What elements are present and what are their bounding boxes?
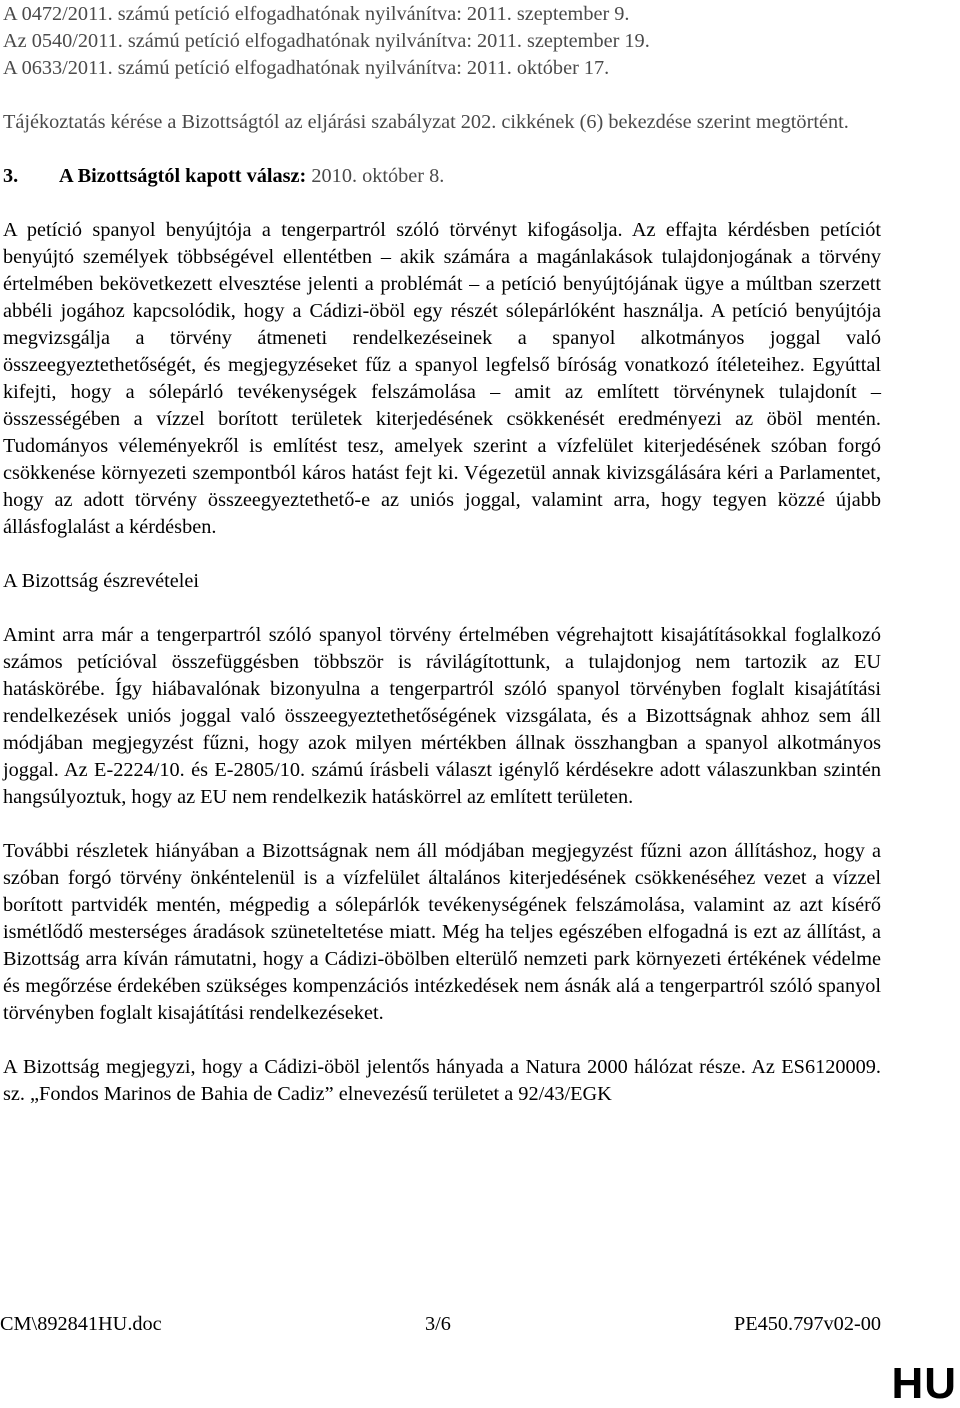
further-details-paragraph: További részletek hiányában a Bizottságnak nem áll módjában megjegyzést fűzni azon állításhoz, hogy a szóban forgó törvény önkéntelenül is a vízfelület általános kiterjedésének csökkenéséhez vezet a vízzel borított partvidék mentén, mégpedig a sólepárlók tevékenységének felszámolása, valamint az azt kísérő ismétlődő mesterséges áradások szüneteltetése miatt. Még ha teljes egészében elfogadná is ezt az állítást, a Bizottság arra kíván rámutatni, hogy a Cádizi-öbölben elterülő nemzeti park környezeti értékének védelme és megőrzése érdekében szükséges kompenzációs intézkedések nem ásnák alá a tengerpartról szóló spanyol törvényben foglalt kisajátítási rendelkezéseket. <box>3 840 881 1024</box>
admissibility-line-3: A 0633/2011. számú petíció elfogadhatónak nyilvánítva: 2011. október 17. <box>3 57 610 79</box>
document-reference: CM\892841HU.doc <box>0 1313 162 1335</box>
page-number: 3/6 <box>425 1313 451 1335</box>
petition-summary-paragraph: A petíció spanyol benyújtója a tengerpartról szóló törvényt kifogásolja. Az effajta kérdésben petíciót benyújtó személyek többségével ellentétben – akik számára a magánlakások tulajdonjogának a törvény értelmében bekövetkezett elvesztése jelenti a problémát – a petíció benyújtójának ügye a múltban szerzett abbéli jogához kapcsolódik, hogy a Cádizi-öböl egy részét sólepárlóként használja. A petíció benyújtója megvizsgálja a törvény átmeneti rendelkezéseinek a spanyol alkotmányos joggal való összeegyeztethetőségét, és megjegyzéseket fűz a spanyol legfelső bíróság vonatkozó ítéleteihez. Egyúttal kifejti, hogy a sólepárló tevékenységek felszámolása – amit az említett törvénynek tulajdonít – összességében a vízzel borított területek kiterjedésének csökkenését eredményezi az öböl mentén. Tudományos véleményekről is említést tesz, amelyek szerint a vízfelület kiterjedésének szóban forgó csökkenése környezeti szempontból káros hatást fejt ki. Végezetül annak kivizsgálására kéri a Parlamentet, hogy az adott törvény összeegyeztethető-e az uniós joggal, valamint arra, hogy tegyen közzé újabb állásfoglalást a kérdésben. <box>3 219 881 538</box>
section-label: A Bizottságtól kapott válasz: <box>59 165 307 187</box>
section-number: 3. <box>3 165 19 187</box>
information-request: Tájékoztatás kérése a Bizottságtól az eljárási szabályzat 202. cikkének (6) bekezdése szerint megtörtént. <box>3 111 849 133</box>
section-date: 2010. október 8. <box>311 165 445 187</box>
observations-heading: A Bizottság észrevételei <box>3 570 199 592</box>
competence-paragraph: Amint arra már a tengerpartról szóló spanyol törvény értelmében végrehajtott kisajátításokkal foglalkozó számos petícióval összefüggésben többször is rávilágítottunk, a tulajdonjog nem tartozik az EU hatáskörébe. Így hiábavalónak bizonyulna a tengerpartról szóló spanyol törvényben foglalt kisajátítási rendelkezések uniós joggal való összeegyeztethetőségének vizsgálata, és a Bizottságnak ahhoz sem áll módjában megjegyzést fűzni, hogy azok milyen mértékben állnak összhangban a spanyol alkotmányos joggal. Az E-2224/10. és E-2805/10. számú írásbeli választ igénylő kérdésekre adott válaszunkban szintén hangsúlyoztuk, hogy az EU nem rendelkezik hatáskörrel az említett területen. <box>3 624 881 808</box>
natura-2000-paragraph: A Bizottság megjegyzi, hogy a Cádizi-öböl jelentős hányada a Natura 2000 hálózat része. Az ES6120009. sz. „Fondos Marinos de Bahia de Cadiz” elnevezésű területet a 92/43/EGK <box>3 1056 881 1105</box>
admissibility-line-1: A 0472/2011. számú petíció elfogadhatónak nyilvánítva: 2011. szeptember 9. <box>3 3 630 25</box>
language-code-mark: HU <box>891 1359 957 1408</box>
admissibility-line-2: Az 0540/2011. számú petíció elfogadhatónak nyilvánítva: 2011. szeptember 19. <box>3 30 650 52</box>
section-heading <box>3 163 881 190</box>
pe-reference: PE450.797v02-00 <box>733 1313 881 1335</box>
document-body <box>3 1 881 1108</box>
